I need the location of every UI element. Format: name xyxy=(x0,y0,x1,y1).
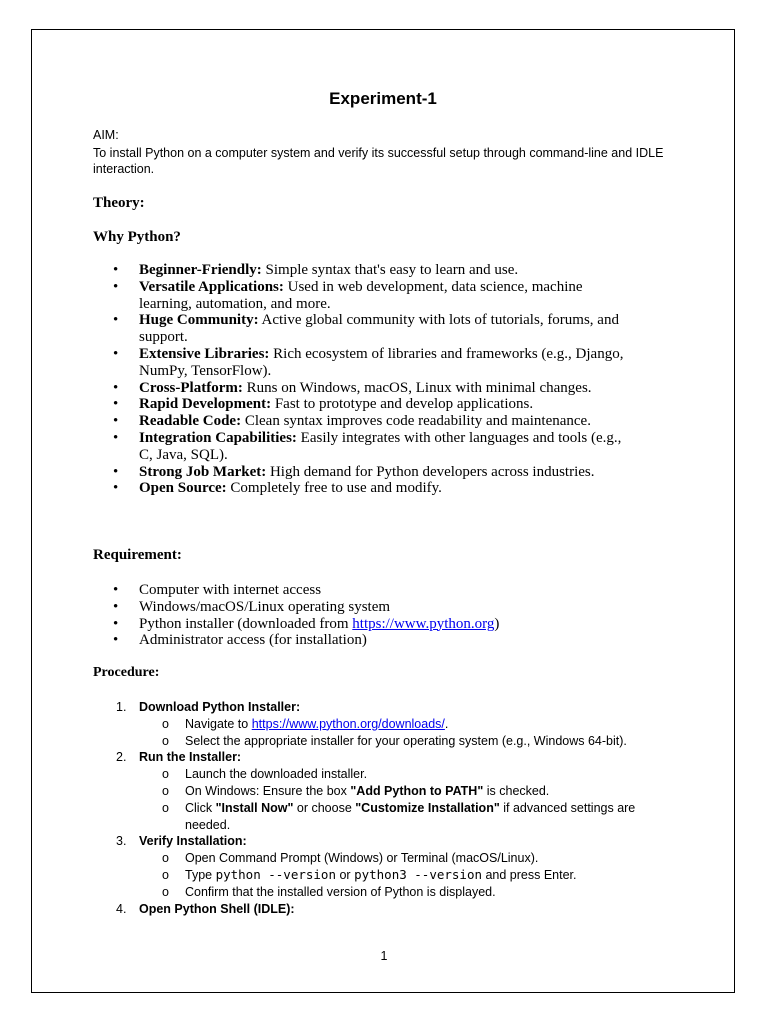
why-python-list xyxy=(93,262,633,497)
step-number: 3. xyxy=(116,834,127,849)
step-number: 2. xyxy=(116,750,127,765)
aim-label: AIM: xyxy=(93,128,119,142)
why-python-heading: Why Python? xyxy=(93,229,181,245)
page-title: Experiment-1 xyxy=(329,89,437,108)
procedure-step xyxy=(93,699,668,749)
list-item: • Extensive Libraries: Rich ecosystem of libraries and frameworks (e.g., Django, NumPy, TensorFlow). xyxy=(93,346,633,380)
aim-text: To install Python on a computer system and verify its successful setup through command-line and IDLE interaction. xyxy=(93,146,664,176)
procedure-step xyxy=(93,833,668,900)
procedure-list xyxy=(93,699,668,917)
sub-item: o Select the appropriate installer for your operating system (e.g., Windows 64-bit). xyxy=(162,733,627,748)
list-item: • Windows/macOS/Linux operating system xyxy=(93,599,633,616)
list-item: • Open Source: Completely free to use and modify. xyxy=(93,480,633,497)
list-item: • Computer with internet access xyxy=(93,582,633,599)
sub-item: o Click "Install Now" or choose "Customize Installation" if advanced settings are needed. xyxy=(162,800,636,832)
sub-bullet: o xyxy=(162,716,169,731)
requirement-heading: Requirement: xyxy=(93,547,182,563)
sub-bullet: o xyxy=(162,733,169,748)
list-item: • Versatile Applications: Used in web development, data science, machine learning, automation, and more. xyxy=(93,279,633,313)
step-number: 1. xyxy=(116,700,127,714)
list-item: • Readable Code: Clean syntax improves code readability and maintenance. xyxy=(93,413,633,430)
list-item: • Administrator access (for installation) xyxy=(93,632,633,649)
sub-item: o Type python --version or python3 --version and press Enter. xyxy=(162,866,577,882)
sub-bullet: o xyxy=(162,884,169,899)
sub-item: o On Windows: Ensure the box "Add Python to PATH" is checked. xyxy=(162,783,550,798)
list-item: • Cross-Platform: Runs on Windows, macOS, Linux with minimal changes. xyxy=(93,380,633,397)
procedure-step xyxy=(93,901,668,918)
sub-item: o Launch the downloaded installer. xyxy=(162,767,368,782)
inline-code: python --version xyxy=(215,866,336,882)
requirement-list xyxy=(93,582,633,649)
step-title: Verify Installation: xyxy=(139,834,247,849)
list-item: • Python installer (downloaded from https://www.python.org) xyxy=(93,616,633,633)
sub-bullet: o xyxy=(162,867,169,882)
list-item: • Integration Capabilities: Easily integrates with other languages and tools (e.g., C, Java, SQL). xyxy=(93,430,633,464)
list-item: • Huge Community: Active global community with lots of tutorials, forums, and support. xyxy=(93,312,633,346)
theory-heading: Theory: xyxy=(93,195,145,211)
sub-bullet: o xyxy=(162,851,169,866)
sub-item: o Open Command Prompt (Windows) or Terminal (macOS/Linux). xyxy=(162,851,539,866)
python-org-link[interactable]: https://www.python.org xyxy=(352,615,495,632)
sub-bullet: o xyxy=(162,767,169,782)
inline-code: python3 --version xyxy=(354,866,482,882)
list-item: • Rapid Development: Fast to prototype and develop applications. xyxy=(93,396,633,413)
step-title: Open Python Shell (IDLE): xyxy=(139,901,295,916)
sub-item: o Navigate to https://www.python.org/downloads/. xyxy=(162,716,449,731)
step-title: Download Python Installer: xyxy=(139,700,301,714)
step-title: Run the Installer: xyxy=(139,750,242,765)
list-item: • Beginner-Friendly: Simple syntax that's easy to learn and use. xyxy=(93,262,633,279)
python-downloads-link[interactable]: https://www.python.org/downloads/ xyxy=(251,716,445,731)
sub-bullet: o xyxy=(162,783,169,798)
sub-item: o Confirm that the installed version of Python is displayed. xyxy=(162,884,496,899)
sub-bullet: o xyxy=(162,800,169,815)
procedure-step xyxy=(93,749,668,833)
procedure-heading: Procedure: xyxy=(93,665,160,680)
page-number: 1 xyxy=(380,949,388,963)
list-item: • Strong Job Market: High demand for Python developers across industries. xyxy=(93,464,633,481)
step-number: 4. xyxy=(116,901,127,916)
